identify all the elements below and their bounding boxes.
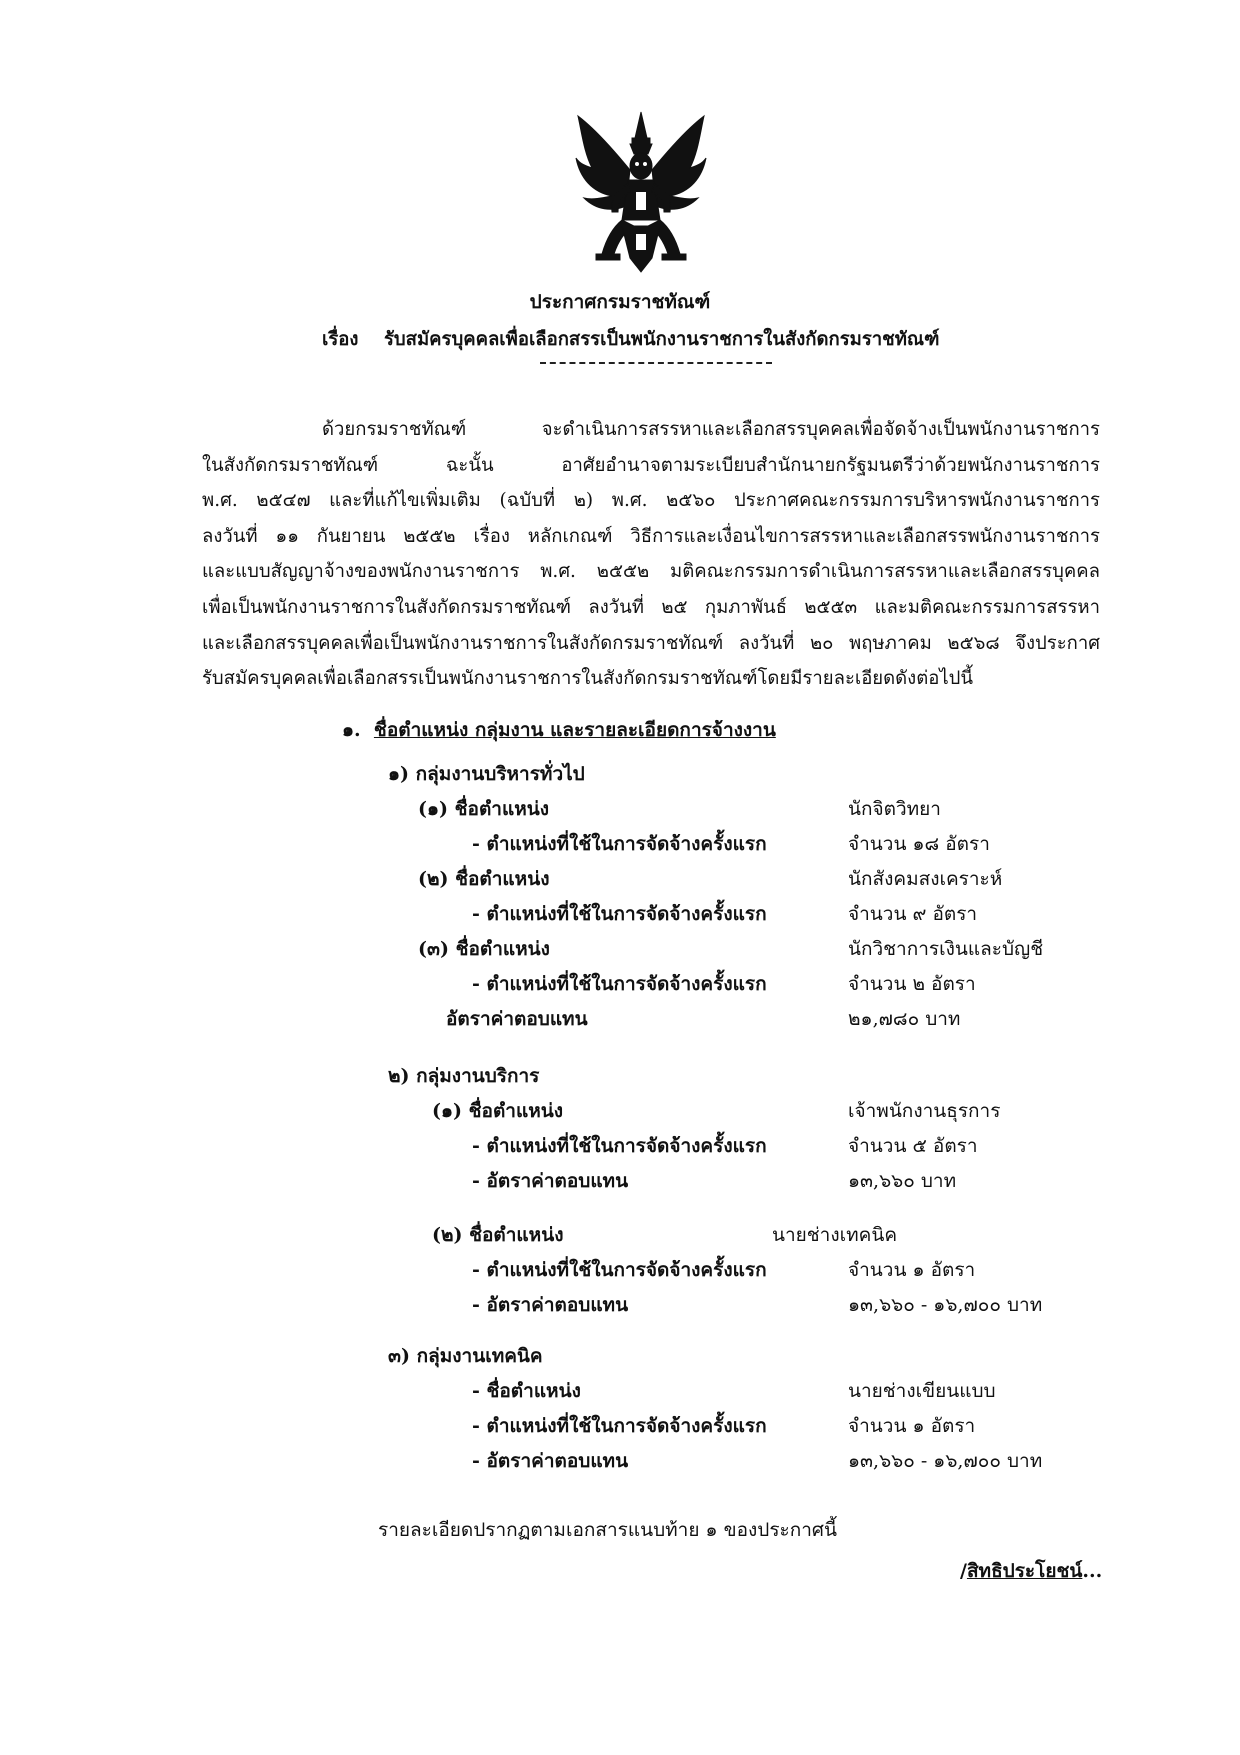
garuda-emblem-icon	[572, 108, 710, 276]
g3-pay-label: - อัตราค่าตอบแทน	[472, 1450, 629, 1472]
announcement-title: ประกาศกรมราชทัณฑ์	[529, 291, 711, 313]
body-line: และเลือกสรรบุคคลเพื่อเป็นพนักงานราชการในสังกัดกรมราชทัณฑ์ ลงวันที่ ๒๐ พฤษภาคม ๒๕๖๘ จึงประกาศ	[202, 632, 1100, 654]
g2-pos1-hire-value: จำนวน ๕ อัตรา	[848, 1135, 978, 1157]
g1-pos2-hire-label: - ตำแหน่งที่ใช้ในการจัดจ้างครั้งแรก	[472, 903, 767, 925]
group-2-heading: ๒) กลุ่มงานบริการ	[388, 1065, 540, 1087]
g2-pos1-name: เจ้าพนักงานธุรการ	[848, 1100, 1001, 1122]
g2-pos2-label: (๒) ชื่อตำแหน่ง	[432, 1224, 564, 1246]
g1-pos3-hire-label: - ตำแหน่งที่ใช้ในการจัดจ้างครั้งแรก	[472, 973, 767, 995]
g1-pos2-name: นักสังคมสงเคราะห์	[848, 868, 1003, 890]
g3-name-label: - ชื่อตำแหน่ง	[472, 1380, 581, 1402]
g1-pos2-label: (๒) ชื่อตำแหน่ง	[418, 868, 550, 890]
section-1-heading	[342, 716, 776, 744]
g1-pos3-name: นักวิชาการเงินและบัญชี	[848, 938, 1044, 960]
continuation-slash: /	[960, 1560, 967, 1582]
g3-pay-value: ๑๓,๖๖๐ - ๑๖,๗๐๐ บาท	[848, 1450, 1043, 1472]
continuation-dots: ...	[1082, 1560, 1103, 1582]
title-divider	[540, 362, 772, 364]
g1-pay-label: อัตราค่าตอบแทน	[446, 1008, 588, 1030]
g1-pos3-label: (๓) ชื่อตำแหน่ง	[418, 938, 550, 960]
body-line: รับสมัครบุคคลเพื่อเลือกสรรเป็นพนักงานราชการในสังกัดกรมราชทัณฑ์โดยมีรายละเอียดดังต่อไปนี้	[202, 668, 974, 690]
body-paragraph	[202, 412, 1100, 697]
section-1-number: ๑.	[342, 719, 361, 741]
g3-hire-value: จำนวน ๑ อัตรา	[848, 1415, 976, 1437]
subject-label: เรื่อง	[322, 329, 359, 350]
g1-pos3-hire-value: จำนวน ๒ อัตรา	[848, 973, 976, 995]
body-line: ลงวันที่ ๑๑ กันยายน ๒๕๕๒ เรื่อง หลักเกณฑ์ วิธีการและเงื่อนไขการสรรหาและเลือกสรรพนักงานราชการ	[202, 525, 1100, 547]
g1-pos1-hire-label: - ตำแหน่งที่ใช้ในการจัดจ้างครั้งแรก	[472, 833, 767, 855]
body-line: พ.ศ. ๒๕๔๗ และที่แก้ไขเพิ่มเติม (ฉบับที่ ๒) พ.ศ. ๒๕๖๐ ประกาศคณะกรรมการบริหารพนักงานราชการ	[202, 490, 1100, 512]
g1-pos1-name: นักจิตวิทยา	[848, 798, 941, 820]
subject-text: รับสมัครบุคคลเพื่อเลือกสรรเป็นพนักงานราชการในสังกัดกรมราชทัณฑ์	[384, 329, 940, 350]
g2-pos2-hire-value: จำนวน ๑ อัตรา	[848, 1259, 976, 1281]
section-1-title: ชื่อตำแหน่ง กลุ่มงาน และรายละเอียดการจ้างงาน	[373, 719, 776, 741]
g1-pos1-hire-value: จำนวน ๑๘ อัตรา	[848, 833, 990, 855]
continuation-marker	[960, 1557, 1102, 1585]
continuation-word: สิทธิประโยชน์	[966, 1560, 1083, 1582]
body-line: เพื่อเป็นพนักงานราชการในสังกัดกรมราชทัณฑ์ ลงวันที่ ๒๕ กุมภาพันธ์ ๒๕๕๓ และมติคณะกรรมการสรรหา	[202, 596, 1100, 618]
attachment-note: รายละเอียดปรากฏตามเอกสารแนบท้าย ๑ ของประกาศนี้	[378, 1519, 837, 1541]
g2-pos2-pay-label: - อัตราค่าตอบแทน	[472, 1294, 629, 1316]
g2-pos1-label: (๑) ชื่อตำแหน่ง	[432, 1100, 564, 1122]
g2-pos2-name: นายช่างเทคนิค	[772, 1224, 898, 1246]
g2-pos1-pay-value: ๑๓,๖๖๐ บาท	[848, 1170, 957, 1192]
g1-pos1-label: (๑) ชื่อตำแหน่ง	[418, 798, 550, 820]
group-3-heading: ๓) กลุ่มงานเทคนิค	[388, 1345, 543, 1367]
g2-pos2-pay-value: ๑๓,๖๖๐ - ๑๖,๗๐๐ บาท	[848, 1294, 1043, 1316]
g1-pay-value: ๒๑,๗๘๐ บาท	[848, 1008, 961, 1030]
g1-pos2-hire-value: จำนวน ๙ อัตรา	[848, 903, 978, 925]
body-line: ในสังกัดกรมราชทัณฑ์ ฉะนั้น อาศัยอำนาจตามระเบียบสำนักนายกรัฐมนตรีว่าด้วยพนักงานราชการ	[202, 454, 1100, 476]
body-line: และแบบสัญญาจ้างของพนักงานราชการ พ.ศ. ๒๕๕๒ มติคณะกรรมการดำเนินการสรรหาและเลือกสรรบุคคล	[202, 561, 1100, 583]
g2-pos1-pay-label: - อัตราค่าตอบแทน	[472, 1170, 629, 1192]
group-1-heading: ๑) กลุ่มงานบริหารทั่วไป	[388, 763, 585, 785]
g2-pos1-hire-label: - ตำแหน่งที่ใช้ในการจัดจ้างครั้งแรก	[472, 1135, 767, 1157]
body-line: ด้วยกรมราชทัณฑ์ จะดำเนินการสรรหาและเลือกสรรบุคคลเพื่อจัดจ้างเป็นพนักงานราชการ	[322, 419, 1100, 440]
g3-hire-label: - ตำแหน่งที่ใช้ในการจัดจ้างครั้งแรก	[472, 1415, 767, 1437]
g3-name: นายช่างเขียนแบบ	[848, 1380, 996, 1402]
announcement-subject	[322, 326, 939, 354]
g2-pos2-hire-label: - ตำแหน่งที่ใช้ในการจัดจ้างครั้งแรก	[472, 1259, 767, 1281]
